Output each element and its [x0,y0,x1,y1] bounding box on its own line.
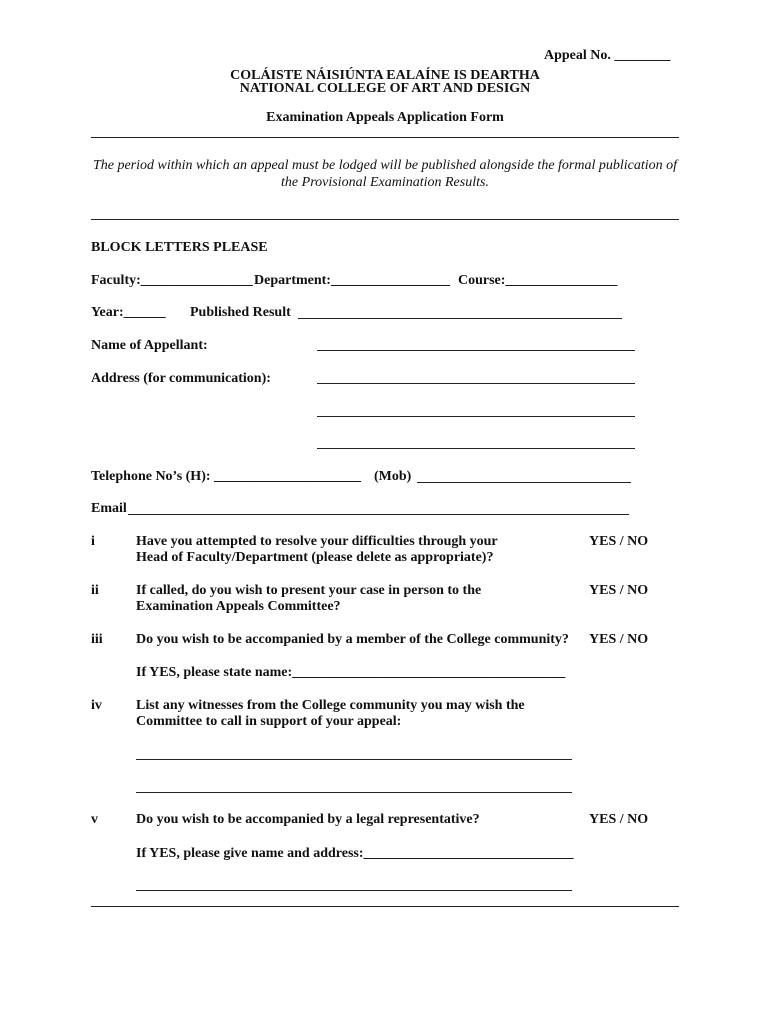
address-line-2[interactable] [317,416,635,417]
year-field[interactable]: Year:______ [91,305,166,320]
name-of-appellant-line[interactable] [317,350,635,351]
question-number: ii [91,583,99,598]
address-line-3[interactable] [317,448,635,449]
yes-no-answer[interactable]: YES / NO [589,534,649,549]
mobile-label: (Mob) [374,469,412,484]
form-title: Examination Appeals Application Form [266,110,504,125]
published-result-line[interactable] [298,318,622,319]
question-text: Do you wish to be accompanied by a member of the College community? [136,632,569,647]
college-name-irish: COLÁISTE NÁISIÚNTA EALAÍNE IS DEARTHA [230,68,540,83]
department-field[interactable]: Department:_________________ [254,273,450,288]
yes-no-answer[interactable]: YES / NO [589,812,649,827]
legal-representative-field[interactable]: If YES, please give name and address:______________________________ [136,846,574,861]
witness-line-1[interactable] [136,759,572,760]
yes-no-answer[interactable]: YES / NO [589,583,649,598]
divider [91,137,679,138]
question-text: Have you attempted to resolve your difficulties through your [136,534,498,549]
faculty-field[interactable]: Faculty:________________ [91,273,253,288]
yes-no-answer[interactable]: YES / NO [589,632,649,647]
question-text: Do you wish to be accompanied by a legal representative? [136,812,480,827]
name-of-appellant-label: Name of Appellant: [91,338,208,353]
question-text: If called, do you wish to present your case in person to the [136,583,482,598]
email-line[interactable] [128,514,629,515]
telephone-home-field[interactable]: Telephone No’s (H): _____________________ [91,469,362,484]
divider [91,219,679,220]
question-text: Head of Faculty/Department (please delete as appropriate)? [136,550,494,565]
mobile-line[interactable] [417,482,631,483]
question-number: i [91,534,95,549]
address-label: Address (for communication): [91,371,271,386]
legal-address-line[interactable] [136,890,572,891]
question-number: iv [91,698,102,713]
notice-line-2: the Provisional Examination Results. [281,175,489,190]
question-text: Examination Appeals Committee? [136,599,341,614]
question-text: List any witnesses from the College community you may wish the [136,698,525,713]
college-name-english: NATIONAL COLLEGE OF ART AND DESIGN [239,81,531,96]
member-name-field[interactable]: If YES, please state name:_______________________________________ [136,665,566,680]
course-field[interactable]: Course:________________ [458,273,618,288]
address-line-1[interactable] [317,383,635,384]
email-label: Email [91,501,127,516]
question-number: v [91,812,98,827]
question-number: iii [91,632,103,647]
witness-line-2[interactable] [136,792,572,793]
appeal-number: Appeal No. ________ [544,48,671,63]
block-letters-note: BLOCK LETTERS PLEASE [91,240,268,255]
question-text: Committee to call in support of your appeal: [136,714,402,729]
published-result-label: Published Result [190,305,291,320]
divider [91,906,679,907]
notice-line-1: The period within which an appeal must be lodged will be published alongside the formal publication of [92,158,678,173]
